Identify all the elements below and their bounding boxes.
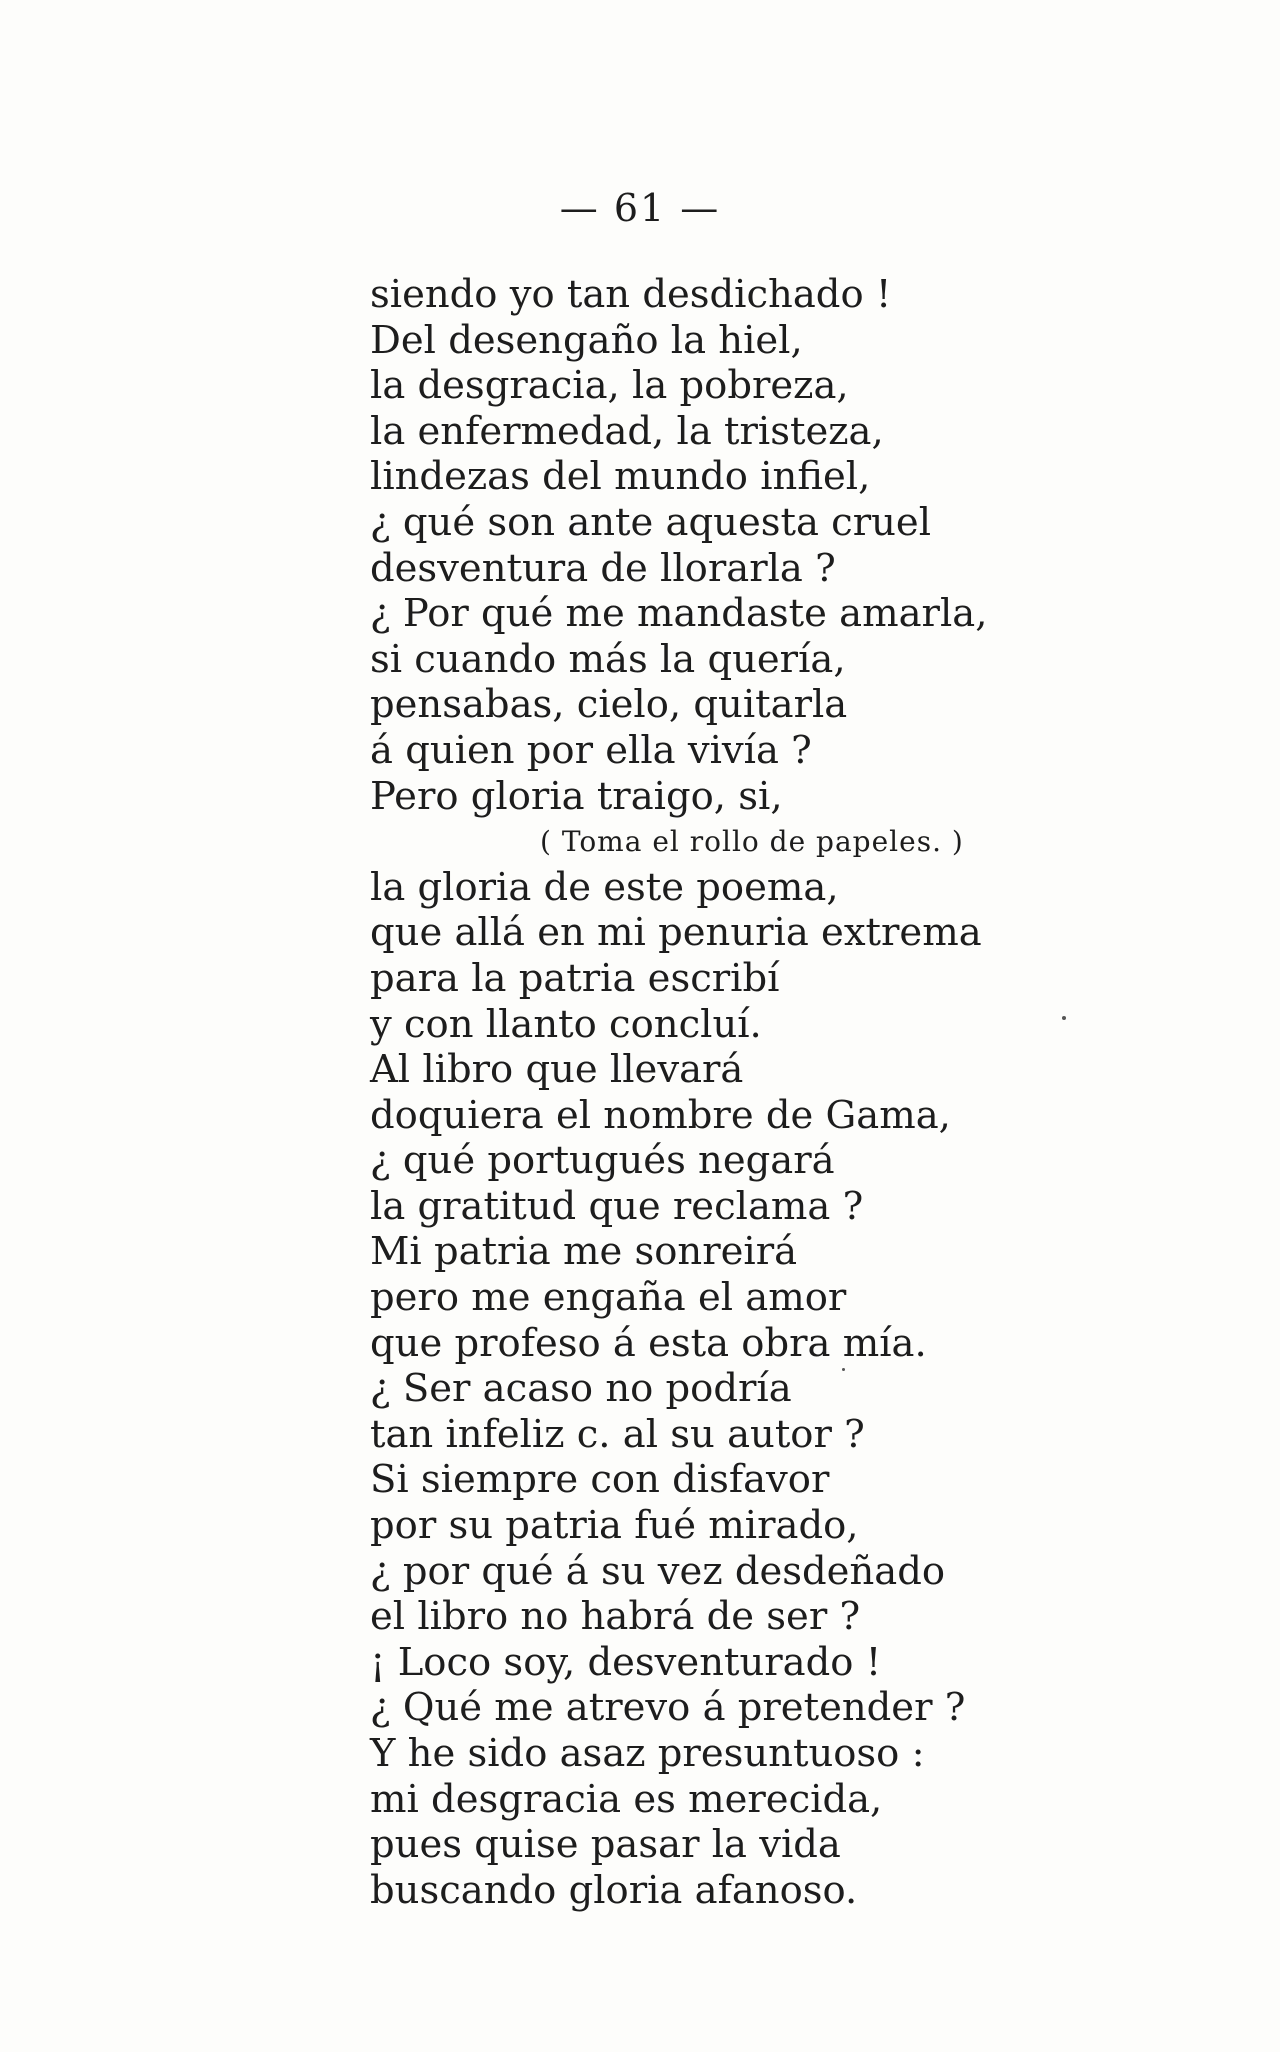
verse-line: siendo yo tan desdichado ! [370,272,892,317]
verse-line: la gratitud que reclama ? [370,1183,864,1229]
verse-line: ¿ por qué á su vez desdeñado [370,1548,946,1594]
verse-line: pues quise pasar la vida [370,1822,841,1868]
verse-line: Mi patria me sonreirá [370,1229,798,1275]
print-speck [1062,1016,1066,1020]
verse-line: y con llanto concluí. [370,1001,762,1047]
verse-line: por su patria fué mirado, [370,1503,859,1549]
page-number: — 61 — [559,186,721,230]
verse-line: la desgracia, la pobreza, [370,363,849,409]
verse-line: pensabas, cielo, quitarla [370,682,848,728]
verse-line: ¿ Ser acaso no podría [370,1366,792,1412]
verse-line: pero me engaña el amor [370,1275,847,1321]
stage-direction: ( Toma el rollo de papeles. ) [540,825,964,859]
verse-line: á quien por ella vivía ? [370,727,812,773]
verse-line: la enfermedad, la tristeza, [370,408,884,454]
verse-line: buscando gloria afanoso. [370,1867,858,1913]
verse-line: la gloria de este poema, [370,864,839,910]
verse-line: doquiera el nombre de Gama, [370,1092,951,1138]
verse-line: Pero gloria traigo, si, [370,773,783,819]
verse-line: para la patria escribí [370,955,780,1001]
verse-line: mi desgracia es merecida, [370,1776,883,1822]
print-speck [842,1368,845,1371]
verse-line: ¿ Por qué me mandaste amarla, [370,591,988,637]
verse-line: si cuando más la quería, [370,636,846,682]
verse-line: que profeso á esta obra mía. [370,1320,927,1366]
verse-line: que allá en mi penuria extrema [370,910,982,956]
verse-line: ¿ qué son ante aquesta cruel [370,499,932,545]
verse-text [370,272,1250,1913]
verse-line: el libro no habrá de ser ? [370,1594,861,1640]
verse-line: Si siempre con disfavor [370,1457,830,1503]
verse-line: Del desengaño la hiel, [370,317,803,363]
verse-line: lindezas del mundo infiel, [370,454,871,500]
verse-line: Al libro que llevará [370,1047,744,1093]
verse-line: ¿ Qué me atrevo á pretender ? [370,1685,966,1731]
verse-line: tan infeliz c. al su autor ? [370,1411,865,1457]
verse-line: Y he sido asaz presuntuoso : [370,1731,925,1776]
verse-line: ¿ qué portugués negará [370,1138,835,1184]
verse-line: ¡ Loco soy, desventurado ! [370,1639,882,1685]
verse-line: desventura de llorarla ? [370,545,836,591]
